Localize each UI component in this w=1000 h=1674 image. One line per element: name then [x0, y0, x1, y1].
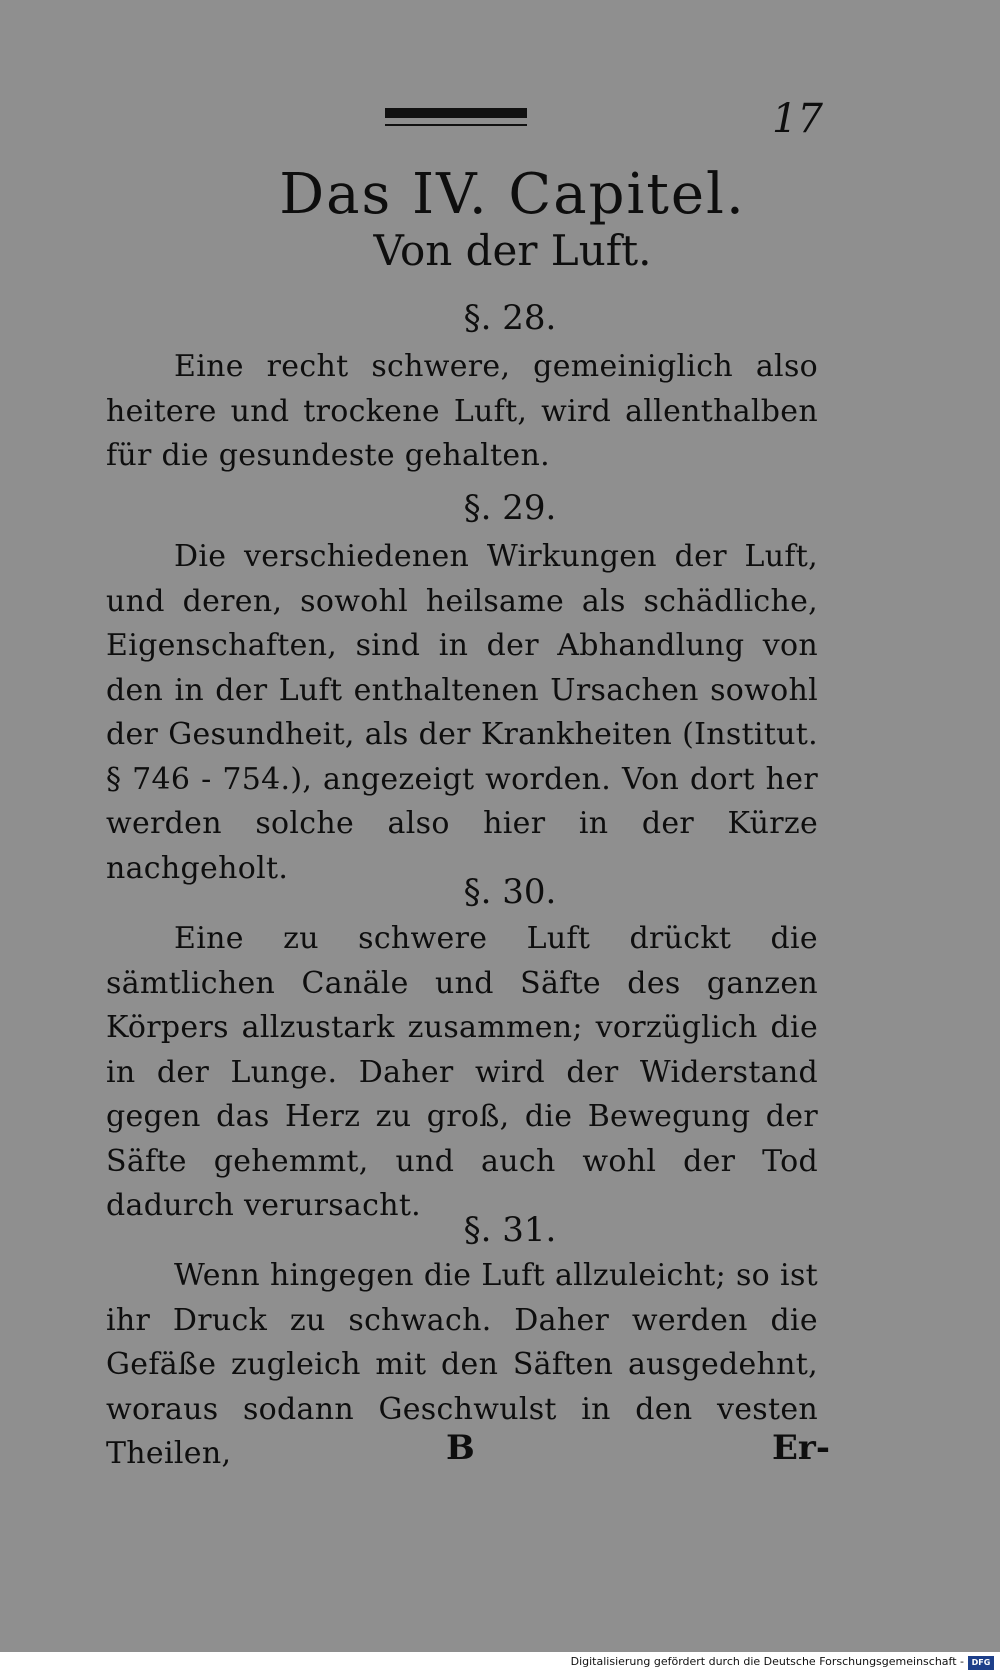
section-heading-28: §. 28. — [463, 298, 557, 338]
section-heading-29: §. 29. — [463, 488, 557, 528]
section-heading-31: §. 31. — [463, 1210, 557, 1250]
chapter-title: Das IV. Capitel. — [279, 162, 746, 227]
paragraph-28: Eine recht schwere, gemeiniglich also heitere und trockene Luft, wird allenthalben für die gesundeste gehalten. — [106, 349, 818, 473]
page-number: 17 — [772, 96, 823, 142]
paragraph-30: Eine zu schwere Luft drückt die sämtlichen Canäle und Säfte des ganzen Körpers allzustark zusammen; vorzüglich die in der Lunge. Daher wird der Widerstand gegen das Herz zu groß, die Bewegung der Säfte gehemmt, und auch wohl der Tod dadurch verursacht. — [106, 921, 818, 1223]
paragraph-29: Die verschiedenen Wirkungen der Luft, und deren, sowohl heilsame als schädliche, Eigenschaften, sind in der Abhandlung von den in der Luft enthaltenen Ursachen sowohl der Gesundheit, als der Krankheiten (Institut. § 746 - 754.), angezeigt worden. Von dort her werden solche also hier in der Kürze nachgeholt. — [106, 539, 818, 886]
chapter-subtitle: Von der Luft. — [373, 226, 652, 275]
digitization-credit: Digitalisierung gefördert durch die Deutsche Forschungsgemeinschaft - — [570, 1655, 964, 1668]
section-heading-30: §. 30. — [463, 872, 557, 912]
catchword: Er- — [772, 1428, 830, 1468]
dfg-logo: DFG — [968, 1656, 994, 1670]
header-rule-thin — [385, 124, 527, 126]
paragraph-31: Wenn hingegen die Luft allzuleicht; so ist ihr Druck zu schwach. Daher werden die Gefäße zugleich mit den Säften ausgedehnt, woraus sodann Geschwulst in den vesten Theilen, — [106, 1258, 818, 1471]
signature-mark: B — [446, 1428, 475, 1468]
header-rule — [385, 108, 527, 118]
